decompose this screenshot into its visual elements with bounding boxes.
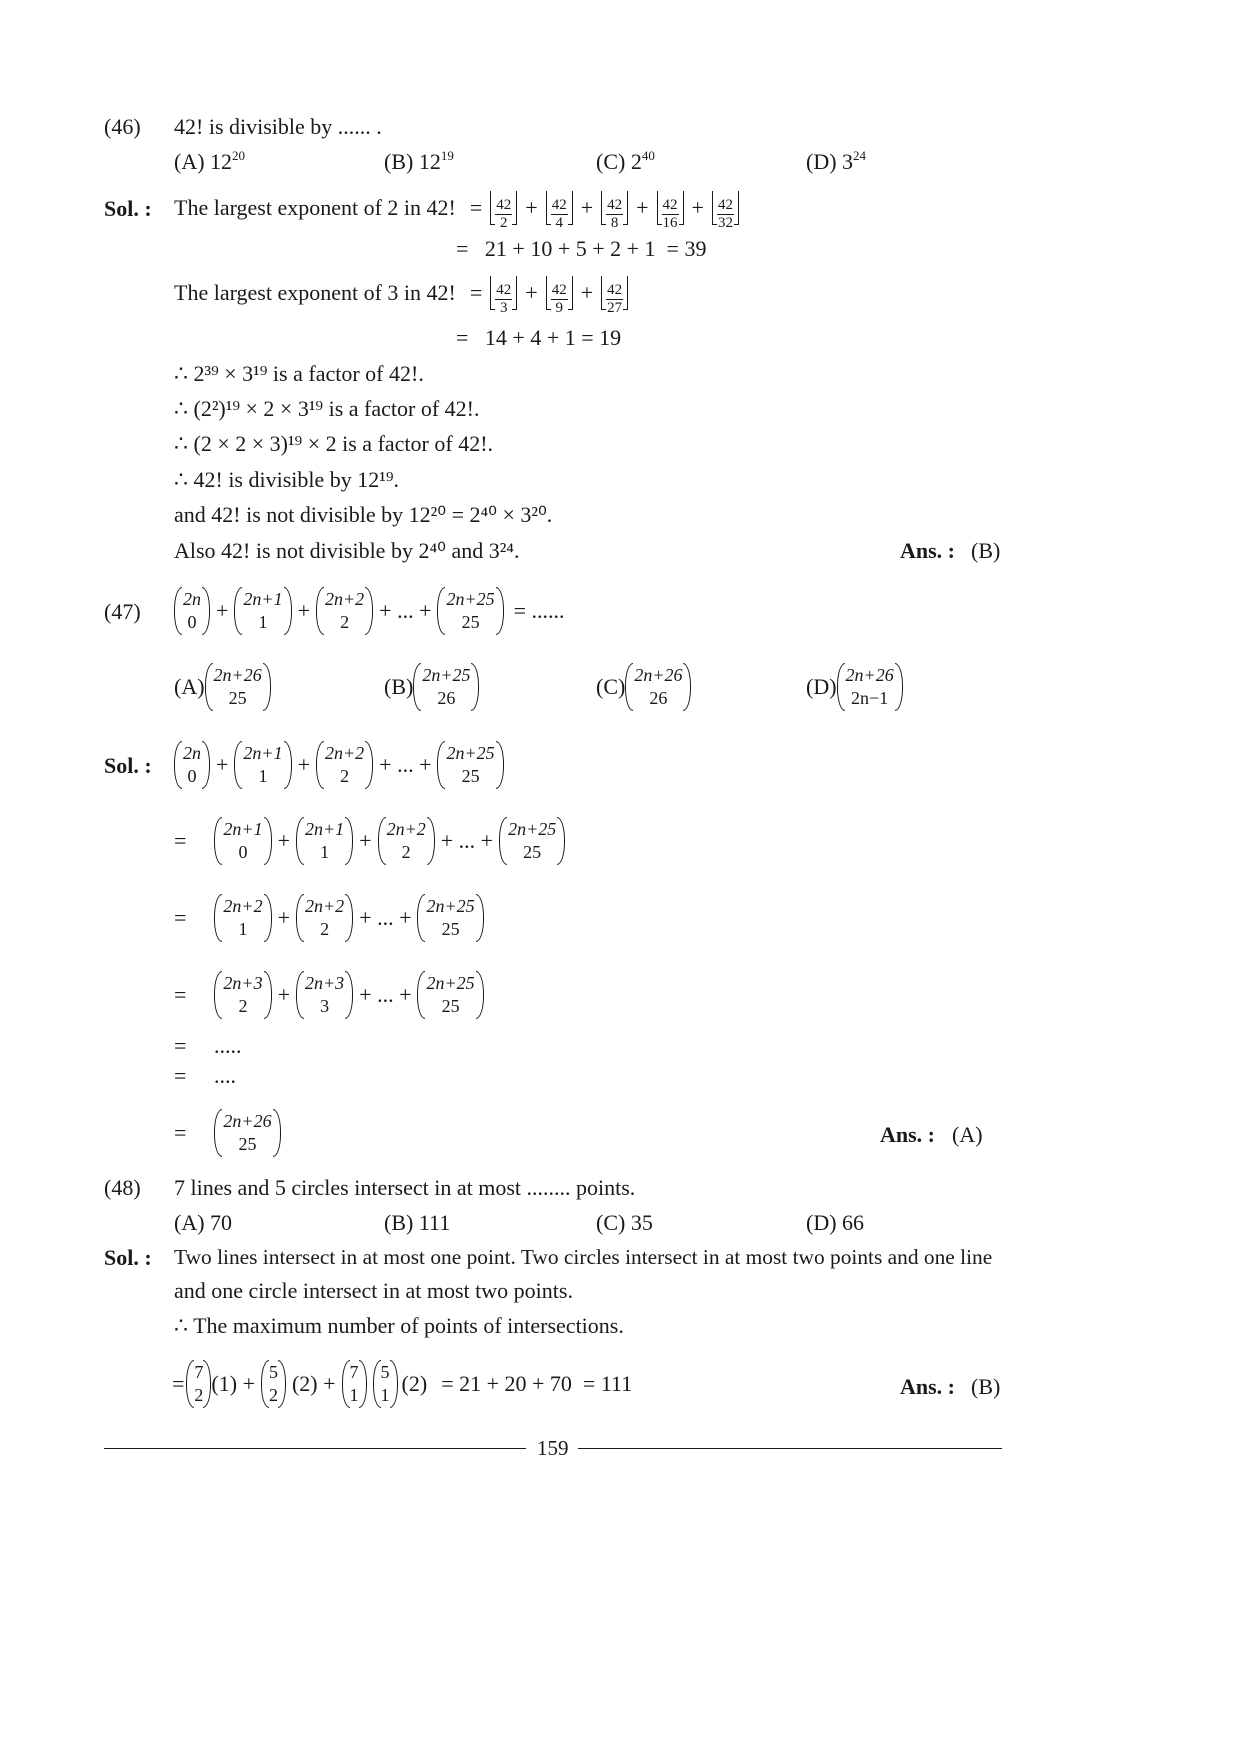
q46-ans-value: (B) [971, 538, 1001, 563]
q47-eq-sign-dots2: = [174, 1063, 187, 1088]
q46-sol-label: Sol. : [104, 196, 152, 221]
q46-question: 42! is divisible by ...... . [174, 114, 382, 139]
q46-step4: ∴ 42! is divisible by 12¹⁹. [174, 467, 400, 492]
binomial: 2n+25 25 [437, 741, 503, 789]
binomial: 2n+2 2 [296, 894, 353, 942]
binomial: 2n+26 25 [205, 663, 271, 711]
q47-sol-row1: = 2n+1 0 + 2n+1 1 + 2n+2 2 + ... + 2n+25 25 [174, 812, 565, 870]
q46-option-b: (B) $12^{19}$ [384, 148, 454, 174]
q46-ans-label: Ans. : [900, 538, 956, 563]
q46-sol-line2: = 21 + 10 + 5 + 2 + 1 = 39 [456, 236, 707, 261]
floor-term: $\frac{42}{32}$ [712, 191, 739, 225]
binomial: 2n+2 2 [378, 817, 435, 865]
binomial: 2n+26 26 [625, 663, 691, 711]
binomial-7-2: 7 2 [186, 1360, 211, 1408]
q47-sol-row0: 2n 0 + 2n+1 1 + 2n+2 2 + ... + 2n+25 25 [174, 736, 504, 794]
page-number: 159 [537, 1436, 569, 1460]
q48-option-b: (B) 111 [384, 1210, 451, 1235]
q47-option-b: (B) 2n+25 26 [384, 658, 479, 716]
q47-sol-row2: = 2n+2 1 + 2n+2 2 + ... + 2n+25 25 [174, 889, 484, 947]
binomial: 2n+2 2 [316, 741, 373, 789]
binomial: 2n+25 25 [417, 971, 483, 1019]
floor-term: $\frac{42}{9}$ [546, 276, 573, 310]
q48-ans-label: Ans. : [900, 1374, 956, 1399]
q48-number: (48) [104, 1175, 141, 1200]
q47-option-a: (A) 2n+26 25 [174, 658, 271, 716]
floor-term: $\frac{42}{27}$ [601, 276, 628, 310]
binomial: 2n 0 [174, 741, 210, 789]
q46-step1: ∴ 2³⁹ × 3¹⁹ is a factor of 42!. [174, 361, 424, 386]
q47-ans-value: (A) [952, 1122, 983, 1147]
q46-option-d: (D) $3^{24}$ [806, 148, 867, 174]
binomial: 2n+2 2 [316, 587, 373, 635]
q47-dots2: .... [214, 1063, 236, 1088]
binomial: 2n+25 26 [413, 663, 479, 711]
footer-rule-left [104, 1448, 526, 1449]
binomial: 2n+3 3 [296, 971, 353, 1019]
q48-sol-line1: Two lines intersect in at most one point. Two circles intersect in at most two points and one line [174, 1245, 993, 1269]
q46-option-c: (C) $2^{40}$ [596, 148, 655, 174]
q48-option-c: (C) 35 [596, 1210, 653, 1235]
binomial-5-1: 5 1 [373, 1360, 398, 1408]
binomial: 2n+26 2n−1 [837, 663, 903, 711]
binomial: 2n+3 2 [214, 971, 271, 1019]
binomial: 2n+1 1 [234, 741, 291, 789]
q46-sol-line3: The largest exponent of 3 in 42! = $\frac{42}{3}$ + $\frac{42}{9}$ + $\frac{42}{27}$ [174, 275, 630, 311]
q46-step2: ∴ (2²)¹⁹ × 2 × 3¹⁹ is a factor of 42!. [174, 396, 480, 421]
q48-question: 7 lines and 5 circles intersect in at most ........ points. [174, 1175, 636, 1200]
q47-option-d: (D) 2n+26 2n−1 [806, 658, 903, 716]
q48-ans-value: (B) [971, 1374, 1001, 1399]
q48-sol-line2: and one circle intersect in at most two points. [174, 1278, 573, 1303]
q47-sol-row3: = 2n+3 2 + 2n+3 3 + ... + 2n+25 25 [174, 966, 484, 1024]
q47-question: 2n 0 + 2n+1 1 + 2n+2 2 + ... + 2n+25 25 = ...... [174, 582, 571, 640]
floor-term: $\frac{42}{2}$ [490, 191, 517, 225]
q47-eq-sign-dots1: = [174, 1033, 187, 1058]
footer-rule-right [578, 1448, 1002, 1449]
q46-step6: Also 42! is not divisible by 2⁴⁰ and 3²⁴. [174, 538, 520, 563]
q48-sol-line3: ∴ The maximum number of points of intersections. [174, 1313, 624, 1338]
binomial: 2n 0 [174, 587, 210, 635]
q48-sol-expression: = 7 2 (1) + 5 2 (2) + 7 1 5 1 (2) = 21 + 20 + 70 = 111 [172, 1357, 632, 1411]
q48-option-a: (A) 70 [174, 1210, 233, 1235]
binomial: 2n+25 25 [437, 587, 503, 635]
binomial-5-2: 5 2 [261, 1360, 286, 1408]
floor-term: $\frac{42}{4}$ [546, 191, 573, 225]
q46-line1-text: The largest exponent of 2 in 42! [174, 195, 456, 220]
q46-step3: ∴ (2 × 2 × 3)¹⁹ × 2 is a factor of 42!. [174, 431, 494, 456]
q46-line3-text: The largest exponent of 3 in 42! [174, 280, 456, 305]
q46-sol-line4: = 14 + 4 + 1 = 19 [456, 325, 622, 350]
q46-sol-line1: The largest exponent of 2 in 42! = $\frac{42}{2}$ + $\frac{42}{4}$ + $\frac{42}{8}$ + $\frac{42}{16}$ + $\frac{42}{32}$ [174, 190, 741, 226]
q47-sol-final: = 2n+26 25 [174, 1104, 281, 1162]
floor-term: $\frac{42}{8}$ [601, 191, 628, 225]
q47-option-c: (C) 2n+26 26 [596, 658, 691, 716]
binomial: 2n+1 1 [296, 817, 353, 865]
q47-ans-label: Ans. : [880, 1122, 936, 1147]
floor-term: $\frac{42}{3}$ [490, 276, 517, 310]
binomial: 2n+25 25 [499, 817, 565, 865]
q47-dots1: ..... [214, 1033, 242, 1058]
q46-step5: and 42! is not divisible by 12²⁰ = 2⁴⁰ × 3²⁰. [174, 502, 553, 527]
binomial: 2n+26 25 [214, 1109, 280, 1157]
floor-term: $\frac{42}{16}$ [657, 191, 684, 225]
binomial: 2n+1 1 [234, 587, 291, 635]
binomial: 2n+25 25 [417, 894, 483, 942]
q46-option-a: (A) $12^{20}$ [174, 148, 246, 174]
binomial: 2n+2 1 [214, 894, 271, 942]
binomial-7-1: 7 1 [342, 1360, 367, 1408]
binomial: 2n+1 0 [214, 817, 271, 865]
q48-option-d: (D) 66 [806, 1210, 865, 1235]
q46-number: (46) [104, 114, 141, 139]
q48-sol-label: Sol. : [104, 1245, 152, 1270]
q48-final-expr: = 21 + 20 + 70 = 111 [441, 1371, 633, 1396]
q47-sol-label: Sol. : [104, 753, 152, 778]
q47-number: (47) [104, 599, 141, 624]
